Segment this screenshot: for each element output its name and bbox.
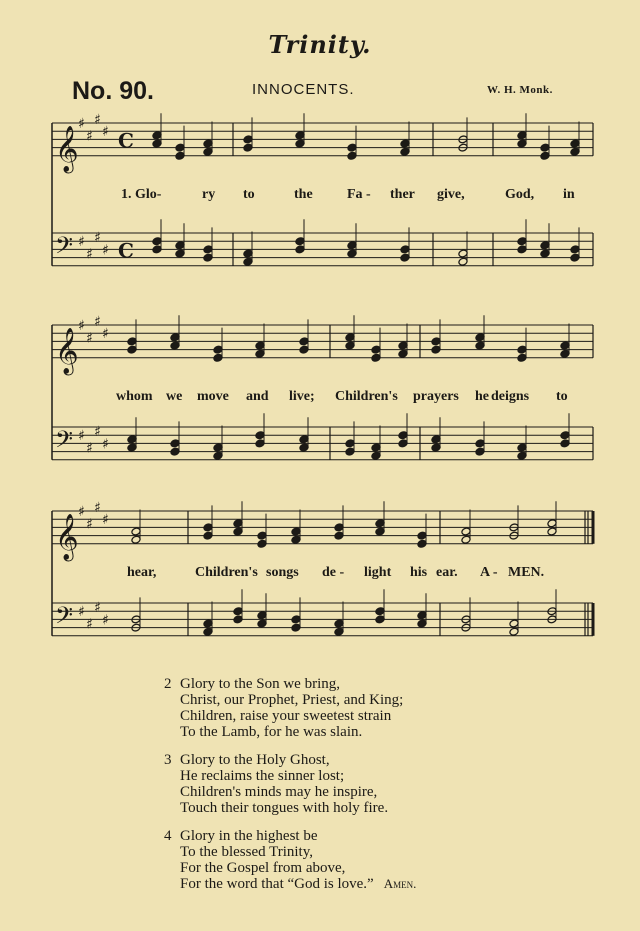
lyric-syllable: to: [243, 187, 255, 202]
verse-line: Children's minds may he inspire,: [180, 784, 378, 800]
sharp-icon: ♯: [78, 604, 85, 621]
verse-number: 4: [164, 828, 172, 844]
treble-clef-icon: 𝄞: [55, 513, 79, 560]
lyric-syllable: deigns: [491, 389, 530, 404]
verses: [160, 676, 416, 904]
verse-line: For the Gospel from above,: [180, 860, 346, 876]
lyric-syllable: whom: [116, 389, 153, 404]
lyric-syllable: and: [246, 389, 269, 404]
verse-line: To the Lamb, for he was slain.: [180, 724, 363, 740]
verse-3: [160, 752, 416, 816]
verse-line: Children, raise your sweetest strain: [180, 708, 392, 724]
verse-line: Christ, our Prophet, Priest, and King;: [180, 692, 404, 708]
lyric-syllable: he: [475, 389, 489, 404]
verse-line: Glory to the Son we bring,: [180, 676, 340, 692]
verse-line: He reclaims the sinner lost;: [180, 768, 345, 784]
common-time-icon: C: [118, 238, 134, 263]
lyric-syllable: de -: [322, 565, 345, 580]
verse-line: To the blessed Trinity,: [180, 844, 313, 860]
lyric-syllable: in: [563, 187, 575, 202]
sharp-icon: ♯: [78, 234, 85, 251]
lyric-syllable: Children's: [195, 565, 258, 580]
sharp-icon: ♯: [94, 424, 101, 441]
sharp-icon: ♯: [94, 499, 101, 516]
sharp-icon: ♯: [102, 124, 109, 141]
common-time-icon: C: [118, 128, 134, 153]
lyric-syllable: 1. Glo-: [121, 187, 162, 202]
lyric-syllable: hear,: [127, 565, 157, 580]
lyric-syllable: MEN.: [508, 565, 545, 580]
lyric-syllable: A -: [480, 565, 498, 580]
treble-clef-icon: 𝄞: [55, 327, 79, 374]
lyric-syllable: give,: [437, 187, 465, 202]
lyric-syllable: ther: [390, 187, 415, 202]
lyric-syllable: God,: [505, 187, 535, 202]
sharp-icon: ♯: [78, 116, 85, 132]
verse-line: Glory to the Holy Ghost,: [180, 752, 330, 768]
sharp-icon: ♯: [102, 326, 109, 343]
hymn-number: No. 90.: [72, 77, 154, 105]
lyric-syllable: prayers: [413, 389, 459, 404]
lyric-syllable: his: [410, 565, 428, 580]
composer-name: W. H. Monk.: [487, 84, 553, 96]
bass-clef-icon: 𝄢: [55, 425, 74, 459]
lyric-syllable: live;: [289, 389, 315, 404]
verse-line-text: For the word that “God is love.”: [180, 876, 374, 892]
page-title: Trinity.: [268, 30, 372, 59]
bass-clef-icon: 𝄢: [55, 231, 74, 265]
sharp-icon: ♯: [94, 313, 101, 330]
lyric-syllable: Children's: [335, 389, 398, 404]
sharp-icon: ♯: [78, 318, 85, 334]
verse-line: [160, 876, 416, 892]
lyric-syllable: ry: [202, 187, 216, 202]
amen-label: Amen.: [383, 876, 417, 891]
lyric-syllable: light: [364, 565, 392, 580]
verse-2: [160, 676, 416, 740]
sharp-icon: ♯: [94, 230, 101, 247]
bass-clef-icon: 𝄢: [55, 601, 74, 635]
sharp-icon: ♯: [94, 600, 101, 617]
lyric-syllable: ear.: [436, 565, 458, 580]
sharp-icon: ♯: [102, 612, 109, 629]
sharp-icon: ♯: [86, 616, 93, 633]
verse-line: Touch their tongues with holy fire.: [180, 800, 389, 816]
lyric-syllable: Fa -: [347, 187, 371, 202]
verse-number: 3: [164, 752, 172, 768]
sharp-icon: ♯: [102, 242, 109, 259]
sharp-icon: ♯: [86, 516, 93, 533]
sharp-icon: ♯: [94, 111, 101, 128]
lyric-syllable: songs: [266, 565, 299, 580]
sharp-icon: ♯: [86, 128, 93, 145]
lyric-syllable: the: [294, 187, 313, 202]
sharp-icon: ♯: [86, 330, 93, 347]
sharp-icon: ♯: [86, 440, 93, 457]
tune-name: INNOCENTS.: [252, 81, 355, 98]
verse-line: Glory in the highest be: [180, 828, 318, 844]
lyric-syllable: we: [166, 389, 183, 404]
treble-clef-icon: 𝄞: [55, 125, 79, 172]
sharp-icon: ♯: [102, 512, 109, 529]
sharp-icon: ♯: [78, 428, 85, 445]
verse-number: 2: [164, 676, 172, 692]
sharp-icon: ♯: [102, 436, 109, 453]
lyric-syllable: move: [197, 389, 229, 404]
verse-4: [160, 828, 416, 892]
lyric-syllable: to: [556, 389, 568, 404]
sharp-icon: ♯: [86, 246, 93, 263]
sharp-icon: ♯: [78, 504, 85, 520]
